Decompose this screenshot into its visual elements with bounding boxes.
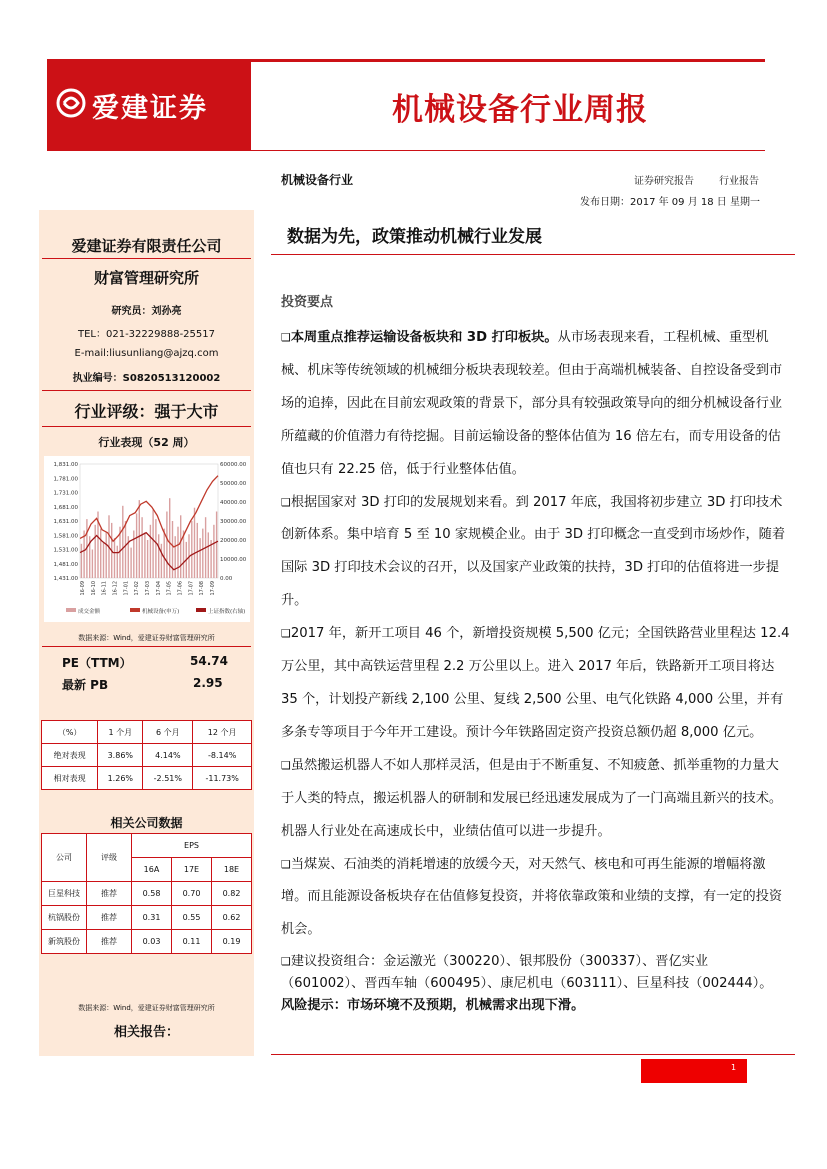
legend-swatch xyxy=(196,608,206,612)
publish-date: 发布日期：2017 年 09 月 18 日 星期一 xyxy=(580,197,760,208)
volume-bar xyxy=(144,532,145,578)
x-tick-label: 16-12 xyxy=(112,581,119,596)
table-cell: -11.73% xyxy=(193,767,252,790)
volume-bar xyxy=(164,529,165,578)
table-cell: -2.51% xyxy=(143,767,193,790)
table-cell: 3.86% xyxy=(98,744,143,767)
performance-chart xyxy=(44,456,250,622)
table-row xyxy=(42,930,252,954)
table-cell: 0.58 xyxy=(132,882,172,906)
volume-bar xyxy=(177,527,178,578)
table-header: 评级 xyxy=(87,834,132,882)
volume-bar xyxy=(180,515,181,578)
x-tick-label: 17-07 xyxy=(188,581,195,596)
performance-table xyxy=(41,720,252,790)
table-cell: 0.62 xyxy=(212,906,252,930)
table-cell: 相对表现 xyxy=(42,767,98,790)
pe-value: 54.74 xyxy=(190,654,228,668)
paragraph-text: 当煤炭、石油类的消耗增速的放缓今天，对天然气、核电和可再生能源的增幅将激增。而且能源设备板块存在估值修复投资，并将依靠政策和业绩的支撑，有一定的投资机会。 xyxy=(281,856,783,938)
x-tick-label: 16-11 xyxy=(101,581,108,596)
table-row xyxy=(42,767,252,790)
legend-swatch xyxy=(130,608,140,612)
legend-label: 成交金额 xyxy=(78,609,101,615)
volume-bar xyxy=(83,531,84,579)
y-tick-label: 1,581.00 xyxy=(53,533,78,540)
volume-bar xyxy=(191,521,192,578)
divider xyxy=(42,646,251,647)
y2-tick-label: 30000.00 xyxy=(220,519,247,525)
y-tick-label: 1,681.00 xyxy=(53,504,78,511)
volume-bar xyxy=(139,500,140,578)
table-source: 数据来源：Wind，爱建证券财富管理研究所 xyxy=(78,1004,215,1012)
pb-label: 最新 PB xyxy=(62,678,109,692)
volume-bar xyxy=(117,546,118,578)
paragraph-text: 从市场表现来看，工程机械、重型机械、机床等传统领域的机械细分板块表现较差。但由于高端机械装备、自控设备受到市场的追捧，因此在目前宏观政策的背景下，部分具有较强政策导向的细分机械设备行业所蕴藏的价值潜力有待挖掘。目前运输设备的整体估值为 16 倍左右，而专用设备的估值也只有 22.25 倍，低于行业整体估值。 xyxy=(281,330,783,477)
industry-rating: 行业评级：强于大市 xyxy=(74,402,219,421)
logo-text: 爱建证券 xyxy=(92,93,208,124)
logo-icon xyxy=(56,88,86,118)
table-row xyxy=(42,744,252,767)
x-tick-label: 16-10 xyxy=(90,581,97,596)
checkbox-icon: ❑ xyxy=(281,495,291,509)
table-header: 公司 xyxy=(42,834,87,882)
legend-label: 上证指数(右轴) xyxy=(208,609,246,615)
volume-bar xyxy=(106,532,107,578)
company-name: 爱建证券有限责任公司 xyxy=(71,237,222,255)
table-header: 6 个月 xyxy=(143,721,193,744)
table-cell: 0.19 xyxy=(212,930,252,954)
paragraph xyxy=(281,322,791,487)
table-cell: 巨星科技 xyxy=(42,882,87,906)
headline: 数据为先，政策推动机械行业发展 xyxy=(287,227,542,247)
related-reports-title: 相关报告： xyxy=(113,1025,179,1040)
table-cell: 推荐 xyxy=(87,930,132,954)
report-type-industry: 行业报告 xyxy=(719,176,759,187)
paragraph-text: 根据国家对 3D 打印的发展规划来看。到 2017 年底，我国将初步建立 3D 打印技术创新体系。集中培育 5 至 10 家规模企业。由于 3D 打印概念一直受到市场炒作，随着国际 3D 打印技术会议的召开，以及国家产业政策的扶持，3D 打印的估值将进一步提升。 xyxy=(281,494,786,609)
x-tick-label: 17-02 xyxy=(134,581,141,596)
related-companies-title: 相关公司数据 xyxy=(110,816,183,830)
table-header: 18E xyxy=(212,858,252,882)
volume-bar xyxy=(136,513,137,578)
x-tick-label: 17-04 xyxy=(155,581,162,596)
table-header-row xyxy=(42,834,252,858)
x-tick-label: 17-06 xyxy=(177,581,184,596)
y-tick-label: 1,531.00 xyxy=(53,547,78,554)
y2-tick-label: 50000.00 xyxy=(220,481,247,487)
table-cell: 4.14% xyxy=(143,744,193,767)
volume-bar xyxy=(130,548,131,578)
volume-bar xyxy=(199,538,200,578)
performance-chart-title: 行业表现（52 周） xyxy=(98,436,195,449)
volume-bar xyxy=(216,512,217,579)
page-number: 1 xyxy=(731,1063,737,1072)
volume-bar xyxy=(122,506,123,578)
volume-bar xyxy=(92,550,93,579)
volume-bar xyxy=(95,525,96,578)
table-cell: 绝对表现 xyxy=(42,744,98,767)
table-cell: 0.11 xyxy=(172,930,212,954)
checkbox-icon: ❑ xyxy=(281,857,291,871)
y-tick-label: 1,431.00 xyxy=(53,576,78,582)
table-row xyxy=(42,882,252,906)
y2-tick-label: 20000.00 xyxy=(220,538,247,544)
table-cell: 1.26% xyxy=(98,767,143,790)
report-type-research: 证券研究报告 xyxy=(634,176,694,187)
paragraph xyxy=(281,618,791,750)
company-data-table xyxy=(41,833,252,954)
checkbox-icon: ❑ xyxy=(281,955,291,969)
volume-bar xyxy=(152,510,153,578)
legend-swatch xyxy=(66,608,76,612)
chart-source: 数据来源：Wind，爱建证券财富管理研究所 xyxy=(78,634,215,642)
volume-bar xyxy=(141,517,142,578)
certificate-number: 执业编号：S0820513120002 xyxy=(72,373,221,384)
checkbox-icon: ❑ xyxy=(281,331,291,344)
paragraph-text: 建议投资组合：金运激光（300220）、银邦股份（300337）、晋亿实业（601002）、晋西车轴（600495）、康尼机电（603111）、巨星科技（002444）。 xyxy=(281,954,773,992)
checkbox-icon: ❑ xyxy=(281,758,291,772)
table-header: 12 个月 xyxy=(193,721,252,744)
legend-label: 机械设备(申万) xyxy=(142,609,180,615)
y2-tick-label: 10000.00 xyxy=(220,557,247,563)
table-cell: 新筑股份 xyxy=(42,930,87,954)
volume-bar xyxy=(197,523,198,578)
checkbox-icon: ❑ xyxy=(281,627,291,641)
volume-bar xyxy=(100,529,101,578)
y-tick-label: 1,781.00 xyxy=(53,476,78,483)
section-title: 投资要点 xyxy=(281,295,334,310)
risk-warning: 风险提示：市场环境不及预期，机械需求出现下滑。 xyxy=(281,998,585,1014)
paragraph xyxy=(281,849,791,948)
institute-name: 财富管理研究所 xyxy=(93,269,199,287)
volume-bar xyxy=(155,519,156,578)
table-header-row xyxy=(42,721,252,744)
divider xyxy=(42,426,251,427)
headline-divider xyxy=(271,254,795,255)
volume-bar xyxy=(175,536,176,578)
table-header: 1 个月 xyxy=(98,721,143,744)
main-text xyxy=(281,322,791,1017)
y2-tick-label: 60000.00 xyxy=(220,462,247,468)
industry-label: 机械设备行业 xyxy=(281,173,354,187)
paragraph-text: 虽然搬运机器人不如人那样灵活，但是由于不断重复、不知疲惫、抓举重物的力量大于人类的特点，搬运机器人的研制和发展已经迅速发展成为了一门高端且新兴的技术。机器人行业处在高速成长中，业绩估值可以进一步提升。 xyxy=(281,757,783,839)
top-rule xyxy=(251,59,765,62)
x-tick-label: 17-09 xyxy=(210,581,216,596)
y2-tick-label: 0.00 xyxy=(220,576,233,582)
paragraph xyxy=(281,951,791,995)
paragraph-text: 2017 年，新开工项目 46 个，新增投资规模 5,500 亿元；全国铁路营业里程达 12.4 万公里，其中高铁运营里程 2.2 万公里以上。进入 2017 年后，铁路新开工项目将达 35 个，计划投产新线 2,100 公里、复线 2,500 公里、电气化铁路 4,000 公里，并有多条专等项目于今年开工建设。预计今年铁路固定资产投资总额仍超 8,000 亿元。 xyxy=(281,626,790,740)
table-cell: 0.31 xyxy=(132,906,172,930)
volume-bar xyxy=(161,544,162,578)
volume-bar xyxy=(202,529,203,578)
volume-bar xyxy=(150,525,151,578)
y2-tick-label: 40000.00 xyxy=(220,500,247,506)
x-tick-label: 17-01 xyxy=(123,581,130,596)
y-tick-label: 1,731.00 xyxy=(53,490,78,497)
table-header: 17E xyxy=(172,858,212,882)
x-tick-label: 17-03 xyxy=(145,581,151,596)
table-row xyxy=(42,906,252,930)
volume-bar xyxy=(208,532,209,578)
volume-bar xyxy=(158,534,159,578)
x-tick-label: 17-08 xyxy=(199,581,206,596)
table-cell: -8.14% xyxy=(193,744,252,767)
table-header: 16A xyxy=(132,858,172,882)
volume-bar xyxy=(147,540,148,578)
volume-bar xyxy=(81,544,82,578)
analyst-name: 研究员：刘孙亮 xyxy=(111,306,182,317)
table-cell: 推荐 xyxy=(87,882,132,906)
table-cell: 杭锅股份 xyxy=(42,906,87,930)
title-divider xyxy=(251,150,765,151)
table-header: EPS xyxy=(132,834,252,858)
table-cell: 0.70 xyxy=(172,882,212,906)
paragraph-lead: 本周重点推荐运输设备板块和 3D 打印板块。 xyxy=(290,330,558,345)
divider xyxy=(42,390,251,391)
x-tick-label: 16-09 xyxy=(80,581,86,596)
volume-bar xyxy=(125,521,126,578)
volume-bar xyxy=(133,531,134,579)
analyst-phone: TEL：021-32229888-25517 xyxy=(77,329,215,340)
table-header: （%） xyxy=(42,721,98,744)
y-tick-label: 1,831.00 xyxy=(53,462,78,468)
table-cell: 0.82 xyxy=(212,882,252,906)
volume-bar xyxy=(114,538,115,578)
table-cell: 0.55 xyxy=(172,906,212,930)
paragraph xyxy=(281,487,791,619)
chart-canvas xyxy=(44,456,250,622)
volume-bar xyxy=(103,542,104,578)
volume-bar xyxy=(213,525,214,578)
footer-divider xyxy=(271,1054,795,1055)
x-tick-label: 17-05 xyxy=(166,581,173,596)
pe-label: PE（TTM） xyxy=(62,656,132,670)
volume-bar xyxy=(194,508,195,578)
report-title: 机械设备行业周报 xyxy=(392,92,648,128)
table-cell: 0.03 xyxy=(132,930,172,954)
table-cell: 推荐 xyxy=(87,906,132,930)
divider xyxy=(42,258,251,259)
paragraph xyxy=(281,750,791,849)
analyst-email: E-mail:liusunliang@ajzq.com xyxy=(74,348,219,359)
y-tick-label: 1,481.00 xyxy=(53,561,78,568)
y-tick-label: 1,631.00 xyxy=(53,519,78,525)
pb-value: 2.95 xyxy=(193,676,223,690)
volume-bar xyxy=(166,512,167,579)
